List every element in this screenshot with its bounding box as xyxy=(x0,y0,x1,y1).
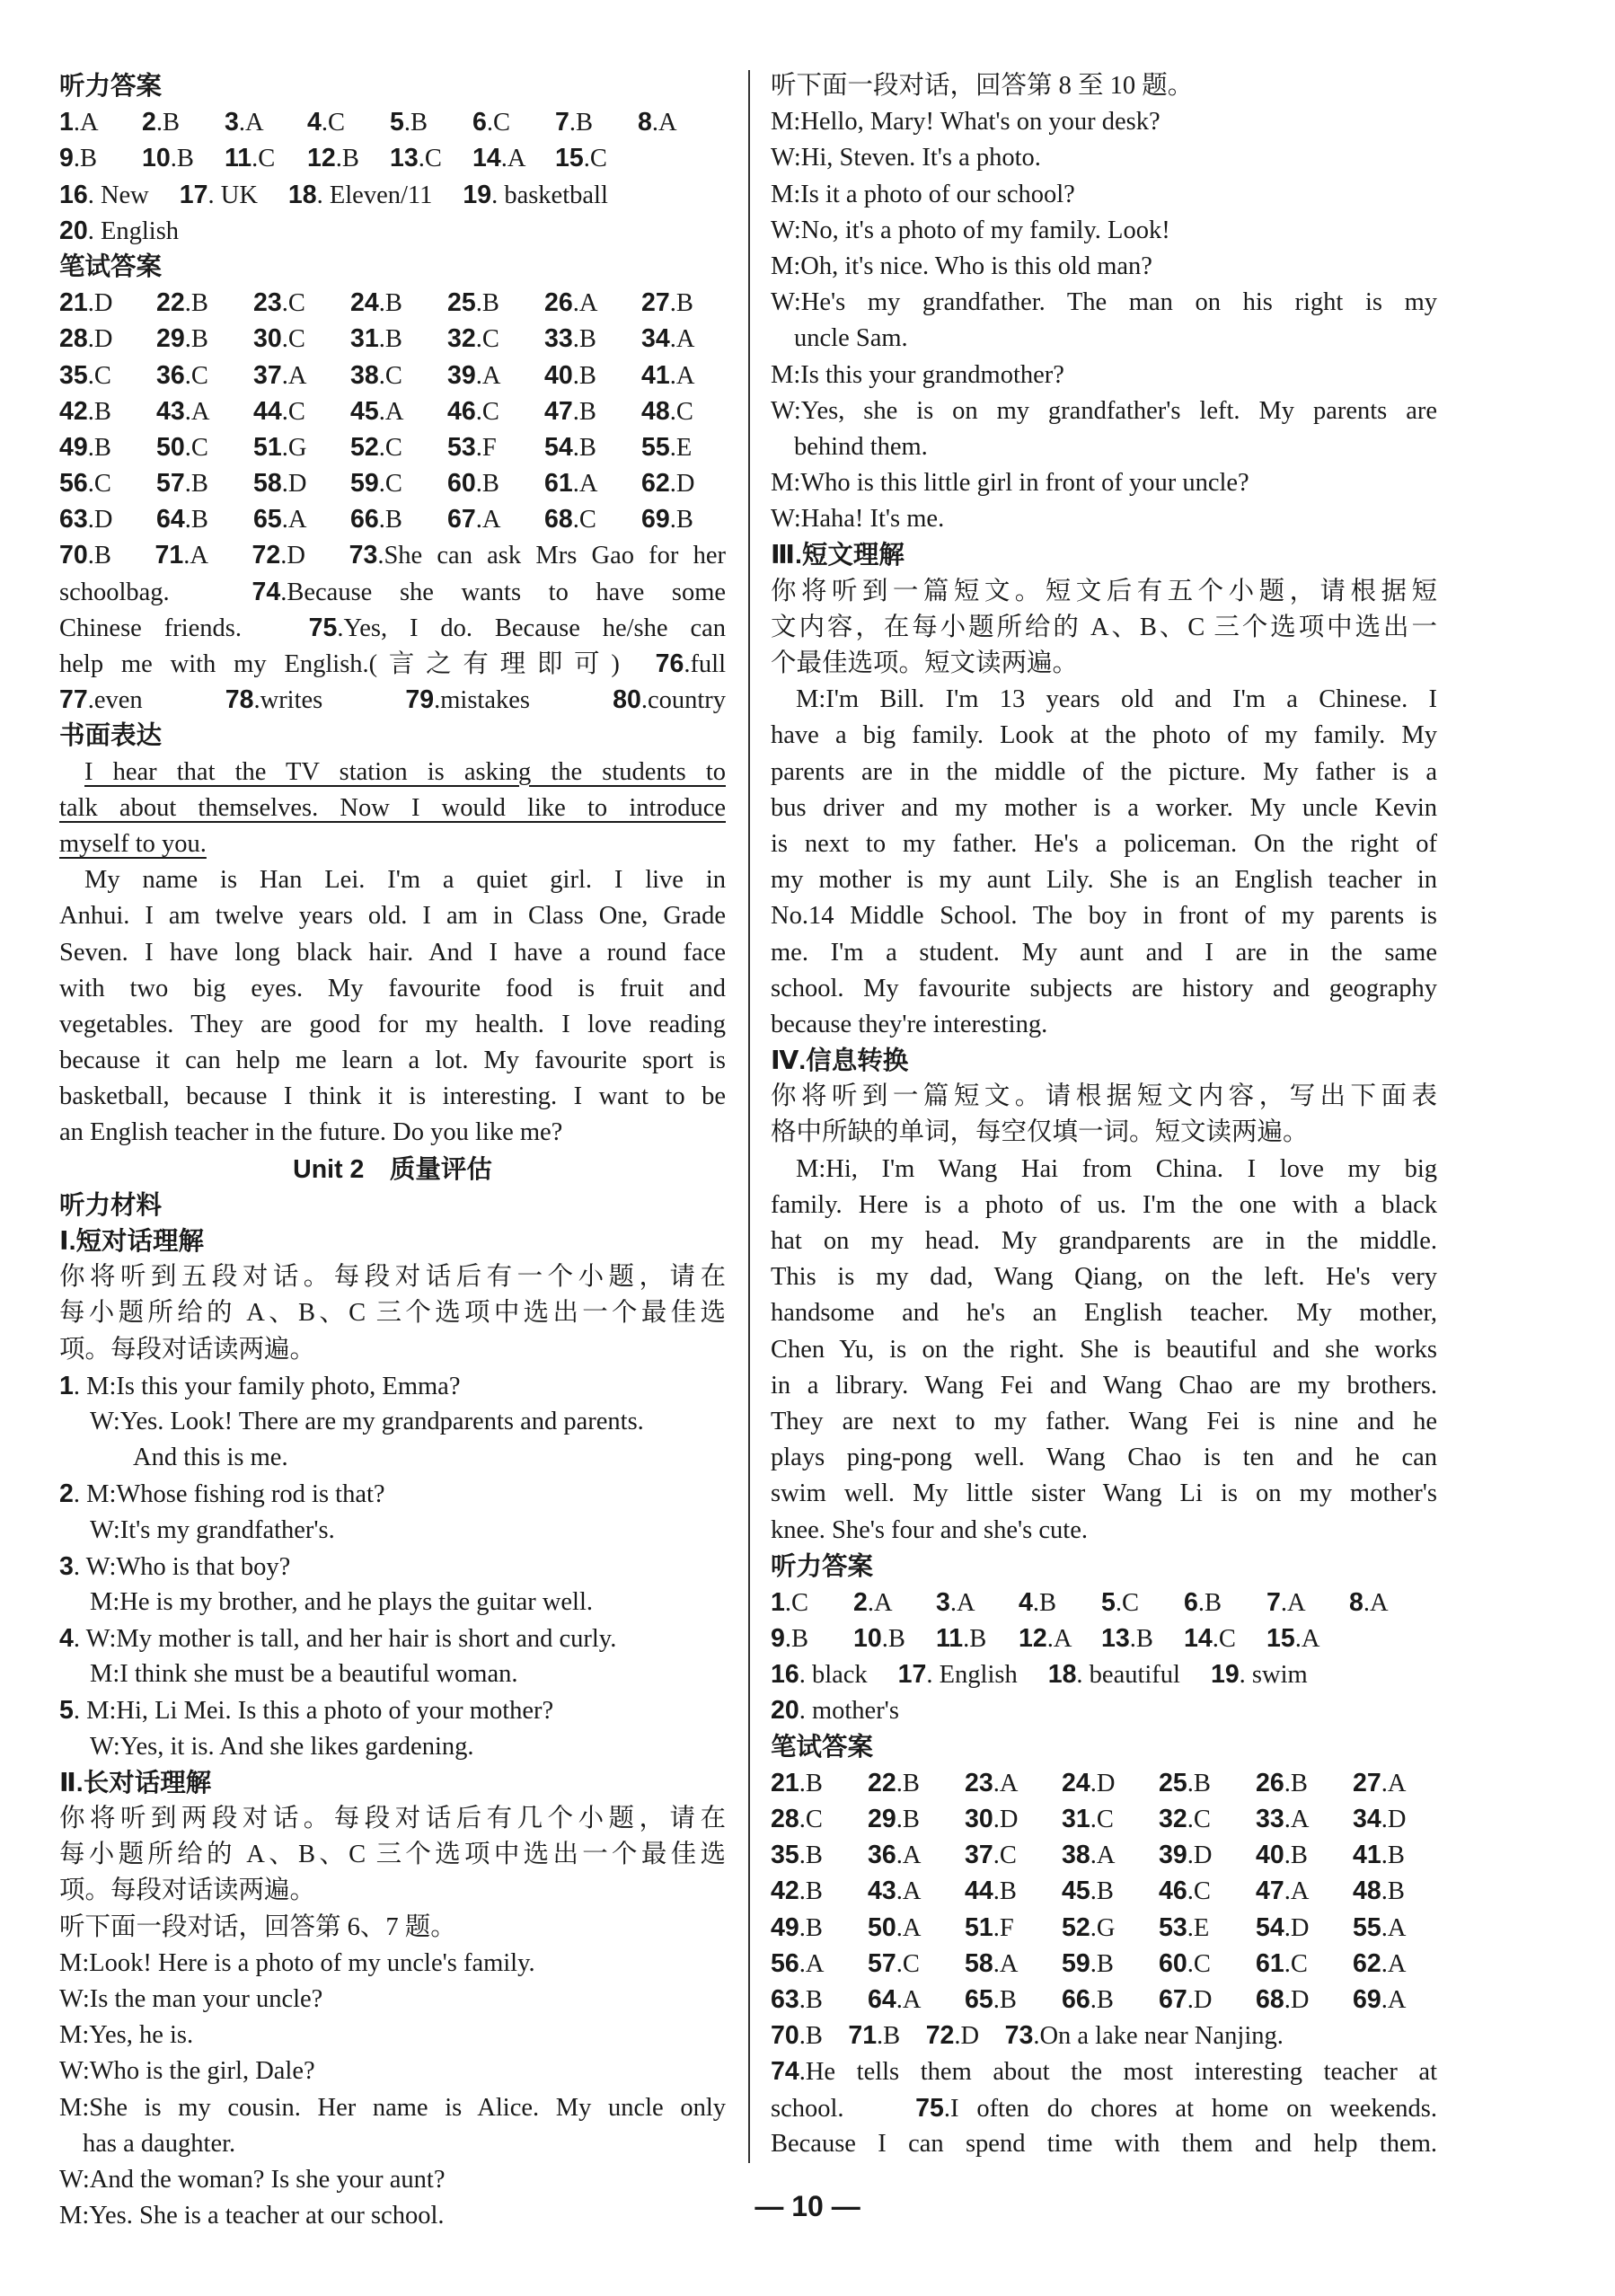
answer-73-74: schoolbag. 74.Because she wants to have some xyxy=(59,577,726,606)
answer-item: 33.B xyxy=(544,324,596,354)
answer-row xyxy=(771,1656,1437,1692)
answer-item: 19. basketball xyxy=(463,180,608,209)
answer-item: 31.C xyxy=(1062,1805,1114,1833)
answer-item: 4.C xyxy=(307,108,345,137)
section-4-instructions: 你将听到一篇短文。请根据短文内容，写出下面表 xyxy=(771,1082,1437,1111)
writing-body-line: basketball, because I think it is interesting. I want to be xyxy=(59,1082,726,1111)
listen-fill-answers xyxy=(771,1656,1437,1728)
dialogue-line: 2. M:Whose fishing rod is that? xyxy=(59,1479,385,1509)
answer-row xyxy=(59,429,726,465)
right-column xyxy=(771,68,1437,2162)
answer-item: 47.B xyxy=(544,396,596,426)
answer-item: 67.D xyxy=(1159,1984,1213,2014)
section-3-instructions: 你将听到一篇短文。短文后有五个小题，请根据短 xyxy=(771,577,1437,605)
answer-item: 16. New xyxy=(59,180,149,209)
section-1-instructions: 你将听到五段对话。每段对话后有一个小题，请在 xyxy=(59,1263,726,1292)
section-3-instructions: 文内容，在每小题所给的 A、B、C 三个选项中选出一 xyxy=(771,613,1437,641)
answer-item: 17. English xyxy=(897,1660,1018,1690)
answer-item: 39.A xyxy=(447,360,501,390)
section-2-instructions: 你将听到两段对话。每段对话后有几个小题，请在 xyxy=(59,1805,726,1832)
answer-item: 56.A xyxy=(771,1948,825,1978)
listen-answers-grid xyxy=(59,104,726,176)
answer-item: 10.B xyxy=(853,1624,905,1654)
answer-item: 54.B xyxy=(544,432,596,462)
answer-item: 21.B xyxy=(771,1768,823,1797)
passage-line: This is my dad, Wang Qiang, on the left. He's very xyxy=(771,1263,1437,1292)
answer-item: 56.C xyxy=(59,469,111,499)
dialog-line: W:Yes, she is on my grandfather's left. My parents are xyxy=(771,396,1437,425)
answer-item: 3.A xyxy=(936,1587,975,1617)
answer-item: 63.B xyxy=(771,1984,823,2014)
written-answers-grid xyxy=(59,285,726,537)
answer-item: 43.A xyxy=(868,1877,922,1906)
answer-item: 25.B xyxy=(447,288,499,318)
dialog-line: M:She is my cousin. Her name is Alice. My uncle only xyxy=(59,2093,726,2122)
passage-line: plays ping-pong well. Wang Chao is ten and he can xyxy=(771,1444,1437,1472)
passage-line: M:I'm Bill. I'm 13 years old and I'm a Chinese. I xyxy=(796,685,1437,714)
answer-item: 2.B xyxy=(142,108,180,137)
dialog-line: W:Is the man your uncle? xyxy=(59,1984,323,2013)
answer-item: 36.C xyxy=(156,360,208,390)
answer-item: 44.B xyxy=(965,1877,1017,1906)
answer-item: 51.G xyxy=(253,432,307,462)
answer-74-75: Chinese friends. 75.Yes, I do. Because he/she can xyxy=(59,613,726,642)
answer-item: 44.C xyxy=(253,396,305,426)
dialog-line: M:Oh, it's nice. Who is this old man? xyxy=(771,252,1152,280)
answer-item: 37.C xyxy=(965,1841,1017,1870)
answer-item: 15.C xyxy=(555,144,607,173)
answer-item: 27.A xyxy=(1353,1768,1407,1797)
answer-item: 8.A xyxy=(1349,1587,1389,1617)
answer-item: 14.C xyxy=(1184,1624,1236,1654)
answer-item: 41.A xyxy=(641,360,695,390)
answer-item: 61.A xyxy=(544,469,598,499)
writing-body-line: with two big eyes. My favourite food is fruit and xyxy=(59,974,726,1002)
answer-row xyxy=(771,1946,1437,1982)
answer-item: 3.A xyxy=(225,108,264,137)
answer-item: 47.A xyxy=(1256,1877,1310,1906)
written-answers-grid xyxy=(771,1765,1437,2018)
dialog-line: W:And the woman? Is she your aunt? xyxy=(59,2165,446,2194)
writing-body-line: because it can help me learn a lot. My favourite sport is xyxy=(59,1046,726,1075)
answer-item: 5.C xyxy=(1101,1587,1139,1617)
answer-item: 9.B xyxy=(771,1624,808,1654)
dialog-line: M:Look! Here is a photo of my uncle's family. xyxy=(59,1948,535,1977)
listen-fill-answers xyxy=(59,177,726,249)
dialog-line: behind them. xyxy=(794,432,928,461)
answer-item: 23.A xyxy=(965,1768,1019,1797)
answer-item: 2.A xyxy=(853,1587,893,1617)
listen-answers-heading: 听力答案 xyxy=(771,1551,874,1581)
column-divider xyxy=(748,70,750,2163)
dialogue-line: And this is me. xyxy=(133,1444,288,1472)
answer-item: 32.C xyxy=(447,324,499,354)
section-1-instructions: 项。每段对话读两遍。 xyxy=(59,1335,316,1364)
passage-line: They are next to my father. Wang Fei is nine and he xyxy=(771,1407,1437,1435)
passage-line: is next to my father. He's a policeman. On the right of xyxy=(771,829,1437,858)
answer-item: 15.A xyxy=(1266,1624,1320,1654)
answer-item: 12.A xyxy=(1019,1624,1072,1654)
answer-item: 53.E xyxy=(1159,1912,1210,1942)
answer-row xyxy=(771,1765,1437,1801)
answer-item: 8.A xyxy=(638,108,677,137)
answer-item: 60.B xyxy=(447,469,499,499)
passage-line: No.14 Middle School. The boy in front of my parents is xyxy=(771,902,1437,931)
answer-item: 7.B xyxy=(555,108,593,137)
answer-item: 48.B xyxy=(1353,1877,1405,1906)
answer-item: 33.A xyxy=(1256,1805,1310,1833)
section-2-instructions: 项。每段对话读两遍。 xyxy=(59,1877,316,1905)
answer-item: 62.D xyxy=(641,469,695,499)
section-4-instructions: 格中所缺的单词，每空仅填一词。短文读两遍。 xyxy=(771,1118,1309,1147)
answer-75-76: help me with my English.(言之有理即可) 76.full xyxy=(59,649,726,678)
answer-item: 18. beautiful xyxy=(1047,1660,1180,1690)
answer-item: 43.A xyxy=(156,396,210,426)
passage-line: M:Hi, I'm Wang Hai from China. I love my big xyxy=(796,1154,1437,1183)
dialogue-line: W:Yes. Look! There are my grandparents and parents. xyxy=(90,1407,644,1435)
dialogue-line: 4. W:My mother is tall, and her hair is short and curly. xyxy=(59,1624,617,1654)
section-1-instructions: 每小题所给的 A、B、C 三个选项中选出一个最佳选 xyxy=(59,1299,726,1328)
answer-row xyxy=(59,140,726,176)
answer-item: 58.D xyxy=(253,469,307,499)
answer-row xyxy=(59,321,726,357)
answer-row xyxy=(771,1620,1437,1656)
answer-item: 18. Eleven/11 xyxy=(287,180,433,209)
answer-item: 4.B xyxy=(1019,1587,1056,1617)
passage-line: bus driver and my mother is a worker. My uncle Kevin xyxy=(771,793,1437,822)
answer-item: 38.A xyxy=(1062,1841,1116,1870)
dialog-line: W:Who is the girl, Dale? xyxy=(59,2057,315,2086)
dialogue-line: M:I think she must be a beautiful woman. xyxy=(90,1660,518,1689)
answer-row xyxy=(59,104,726,140)
answer-row xyxy=(59,213,726,249)
answer-item: 37.A xyxy=(253,360,307,390)
answer-item: 1.A xyxy=(59,108,99,137)
answer-item: 34.D xyxy=(1353,1805,1407,1833)
answer-item: 40.B xyxy=(1256,1841,1308,1870)
answer-row xyxy=(771,1910,1437,1946)
writing-body-line: an English teacher in the future. Do you like me? xyxy=(59,1118,563,1147)
listen-answers-grid xyxy=(771,1585,1437,1656)
passage-line: my mother is my aunt Lily. She is an English teacher in xyxy=(771,866,1437,895)
answer-item: 16. black xyxy=(771,1660,868,1690)
answer-item: 36.A xyxy=(868,1841,922,1870)
writing-intro-line: myself to you. xyxy=(59,829,207,858)
answer-item: 59.B xyxy=(1062,1948,1114,1978)
answer-item: 69.A xyxy=(1353,1984,1407,2014)
answer-item: 50.C xyxy=(156,432,208,462)
section-3-heading: Ⅲ.短文理解 xyxy=(771,541,905,570)
answer-item: 9.B xyxy=(59,144,97,173)
answer-item: 29.B xyxy=(868,1805,920,1833)
answer-74: 74.He tells them about the most interesting teacher at xyxy=(771,2057,1437,2087)
dialog-line: M:Yes. She is a teacher at our school. xyxy=(59,2202,445,2230)
answer-row-77: 77.even 78.writes 79.mistakes 80.country xyxy=(59,685,726,715)
answer-item: 52.G xyxy=(1062,1912,1116,1942)
dialogue-line: 1. M:Is this your family photo, Emma? xyxy=(59,1371,461,1400)
answer-item: 64.B xyxy=(156,505,208,534)
listening-material-heading: 听力材料 xyxy=(59,1190,163,1220)
answer-item: 53.F xyxy=(447,432,497,462)
answer-item: 24.B xyxy=(350,288,402,318)
answer-row-70: 70.B 71.B 72.D 73.On a lake near Nanjing. xyxy=(771,2021,1284,2051)
written-answers-heading: 笔试答案 xyxy=(771,1732,874,1762)
dialogue-line: W:Yes, it is. And she likes gardening. xyxy=(90,1732,474,1761)
answer-item: 22.B xyxy=(868,1768,920,1797)
answer-item: 31.B xyxy=(350,324,402,354)
answer-item: 32.C xyxy=(1159,1805,1211,1833)
writing-body-line: Seven. I have long black hair. And I have a round face xyxy=(59,938,726,967)
answer-item: 13.B xyxy=(1101,1624,1153,1654)
passage-line: family. Here is a photo of us. I'm the one with a black xyxy=(771,1190,1437,1219)
dialogue-line: W:It's my grandfather's. xyxy=(90,1515,335,1544)
answer-item: 68.D xyxy=(1256,1984,1310,2014)
answer-item: 60.C xyxy=(1159,1948,1211,1978)
writing-body-line: My name is Han Lei. I'm a quiet girl. I live in xyxy=(84,866,726,895)
answer-row xyxy=(771,1585,1437,1620)
written-answers-heading: 笔试答案 xyxy=(59,252,163,281)
answer-item: 13.C xyxy=(390,144,442,173)
answer-item: 28.C xyxy=(771,1805,823,1833)
dialog-line: W:Hi, Steven. It's a photo. xyxy=(771,144,1041,172)
passage-line: me. I'm a student. My aunt and I are in the same xyxy=(771,938,1437,967)
dialog-6-7-intro: 听下面一段对话，回答第 6、7 题。 xyxy=(59,1912,456,1941)
answer-item: 48.C xyxy=(641,396,693,426)
page-number: — 10 — xyxy=(755,2190,860,2222)
dialogue-line: M:He is my brother, and he plays the guitar well. xyxy=(90,1587,594,1616)
answer-item: 23.C xyxy=(253,288,305,318)
answer-item: 24.D xyxy=(1062,1768,1116,1797)
answer-item: 20. English xyxy=(59,216,180,245)
answer-item: 11.B xyxy=(936,1624,987,1654)
answer-item: 40.B xyxy=(544,360,596,390)
dialog-line: M:Who is this little girl in front of your uncle? xyxy=(771,469,1249,498)
answer-item: 22.B xyxy=(156,288,208,318)
dialog-line: M:Is it a photo of our school? xyxy=(771,180,1075,208)
passage-line: handsome and he's an English teacher. My mother, xyxy=(771,1299,1437,1328)
answer-item: 66.B xyxy=(350,505,402,534)
answer-row xyxy=(59,177,726,213)
answer-item: 49.B xyxy=(59,432,111,462)
left-column xyxy=(59,68,726,2234)
section-2-heading: Ⅱ.长对话理解 xyxy=(59,1768,212,1797)
passage-line: parents are in the middle of the picture. My father is a xyxy=(771,757,1437,786)
dialog-line: W:Haha! It's me. xyxy=(771,505,945,534)
answer-item: 57.C xyxy=(868,1948,920,1978)
answer-row xyxy=(771,1837,1437,1873)
answer-item: 34.A xyxy=(641,324,695,354)
answer-item: 26.B xyxy=(1256,1768,1308,1797)
answer-item: 64.A xyxy=(868,1984,922,2014)
answer-item: 27.B xyxy=(641,288,693,318)
answer-item: 30.C xyxy=(253,324,305,354)
answer-item: 55.E xyxy=(641,432,693,462)
dialog-line: M:Hello, Mary! What's on your desk? xyxy=(771,108,1161,137)
passage-line: because they're interesting. xyxy=(771,1010,1048,1038)
answer-item: 5.B xyxy=(390,108,428,137)
writing-intro-line: I hear that the TV station is asking the students to xyxy=(84,757,726,786)
answer-item: 51.F xyxy=(965,1912,1014,1942)
answer-item: 61.C xyxy=(1256,1948,1308,1978)
answer-item: 49.B xyxy=(771,1912,823,1942)
section-3-instructions: 个最佳选项。短文读两遍。 xyxy=(771,649,1079,677)
passage-line: in a library. Wang Fei and Wang Chao are my brothers. xyxy=(771,1371,1437,1400)
dialog-line: M:Yes, he is. xyxy=(59,2021,194,2050)
answer-row xyxy=(771,1982,1437,2018)
answer-item: 41.B xyxy=(1353,1841,1405,1870)
passage-line: swim well. My little sister Wang Li is on my mother's xyxy=(771,1479,1437,1508)
dialog-line: W:He's my grandfather. The man on his right is my xyxy=(771,288,1437,317)
answer-75-cont: Because I can spend time with them and help them. xyxy=(771,2129,1437,2158)
answer-item: 68.C xyxy=(544,505,596,534)
passage-line: knee. She's four and she's cute. xyxy=(771,1515,1088,1544)
answer-row xyxy=(59,285,726,321)
answer-item: 7.A xyxy=(1266,1587,1306,1617)
answer-item: 20. mother's xyxy=(771,1696,899,1726)
answer-item: 38.C xyxy=(350,360,402,390)
dialog-line: M:Is this your grandmother? xyxy=(771,360,1064,389)
dialog-line: has a daughter. xyxy=(83,2129,236,2158)
section-4-heading: Ⅳ.信息转换 xyxy=(771,1046,909,1076)
answer-row xyxy=(771,1692,1437,1728)
answer-item: 58.A xyxy=(965,1948,1019,1978)
answer-item: 35.C xyxy=(59,360,111,390)
answer-item: 50.A xyxy=(868,1912,922,1942)
answer-row xyxy=(59,358,726,393)
answer-item: 54.D xyxy=(1256,1912,1310,1942)
answer-item: 6.B xyxy=(1184,1587,1222,1617)
answer-item: 14.A xyxy=(472,144,526,173)
passage-line: hat on my head. My grandparents are in the middle. xyxy=(771,1227,1437,1255)
answer-item: 55.A xyxy=(1353,1912,1407,1942)
answer-item: 1.C xyxy=(771,1587,808,1617)
unit-title: Unit 2 质量评估 xyxy=(293,1154,492,1184)
answer-row xyxy=(59,393,726,429)
writing-body-line: Anhui. I am twelve years old. I am in Class One, Grade xyxy=(59,902,726,931)
answer-item: 45.A xyxy=(350,396,404,426)
passage-line: have a big family. Look at the photo of my family. My xyxy=(771,721,1437,750)
answer-item: 42.B xyxy=(59,396,111,426)
answer-item: 69.B xyxy=(641,505,693,534)
dialog-line: uncle Sam. xyxy=(794,324,908,353)
listen-answers-heading: 听力答案 xyxy=(59,72,163,101)
answer-item: 21.D xyxy=(59,288,113,318)
answer-row-70: 70.B 71.A 72.D 73.She can ask Mrs Gao for her xyxy=(59,541,726,570)
answer-item: 6.C xyxy=(472,108,510,137)
answer-item: 39.D xyxy=(1159,1841,1213,1870)
passage-line: Chen Yu, is on the right. She is beautiful and she works xyxy=(771,1335,1437,1364)
answer-item: 35.B xyxy=(771,1841,823,1870)
answer-item: 28.D xyxy=(59,324,113,354)
answer-item: 42.B xyxy=(771,1877,823,1906)
section-2-instructions: 每小题所给的 A、B、C 三个选项中选出一个最佳选 xyxy=(59,1841,726,1869)
answer-item: 67.A xyxy=(447,505,501,534)
answer-item: 29.B xyxy=(156,324,208,354)
dialog-line: W:No, it's a photo of my family. Look! xyxy=(771,216,1170,244)
answer-item: 25.B xyxy=(1159,1768,1211,1797)
answer-row xyxy=(59,465,726,501)
answer-74-75: school. 75.I often do chores at home on weekends. xyxy=(771,2093,1437,2123)
dialogue-line: 5. M:Hi, Li Mei. Is this a photo of your mother? xyxy=(59,1696,554,1726)
answer-item: 10.B xyxy=(142,144,194,173)
answer-row xyxy=(771,1873,1437,1909)
answer-item: 57.B xyxy=(156,469,208,499)
answer-item: 62.A xyxy=(1353,1948,1407,1978)
answer-item: 45.B xyxy=(1062,1877,1114,1906)
writing-intro-line: talk about themselves. Now I would like to introduce xyxy=(59,793,726,822)
answer-item: 65.B xyxy=(965,1984,1017,2014)
answer-item: 59.C xyxy=(350,469,402,499)
answer-row xyxy=(771,1801,1437,1837)
answer-item: 63.D xyxy=(59,505,113,534)
dialogue-line: 3. W:Who is that boy? xyxy=(59,1551,291,1581)
answer-item: 66.B xyxy=(1062,1984,1114,2014)
answer-item: 19. swim xyxy=(1210,1660,1308,1690)
answer-item: 65.A xyxy=(253,505,307,534)
answer-item: 46.C xyxy=(447,396,499,426)
writing-heading: 书面表达 xyxy=(59,721,163,751)
writing-body-line: vegetables. They are good for my health. I love reading xyxy=(59,1010,726,1038)
answer-row xyxy=(59,501,726,537)
answer-item: 30.D xyxy=(965,1805,1019,1833)
passage-line: school. My favourite subjects are history and geography xyxy=(771,974,1437,1002)
answer-item: 26.A xyxy=(544,288,598,318)
answer-item: 17. UK xyxy=(179,180,258,209)
dialog-8-10-intro: 听下面一段对话，回答第 8 至 10 题。 xyxy=(771,72,1194,100)
answer-item: 12.B xyxy=(307,144,359,173)
short-dialogues xyxy=(59,1368,726,1765)
answer-item: 11.C xyxy=(225,144,276,173)
answer-item: 52.C xyxy=(350,432,402,462)
section-1-heading: Ⅰ.短对话理解 xyxy=(59,1227,205,1256)
answer-item: 46.C xyxy=(1159,1877,1211,1906)
